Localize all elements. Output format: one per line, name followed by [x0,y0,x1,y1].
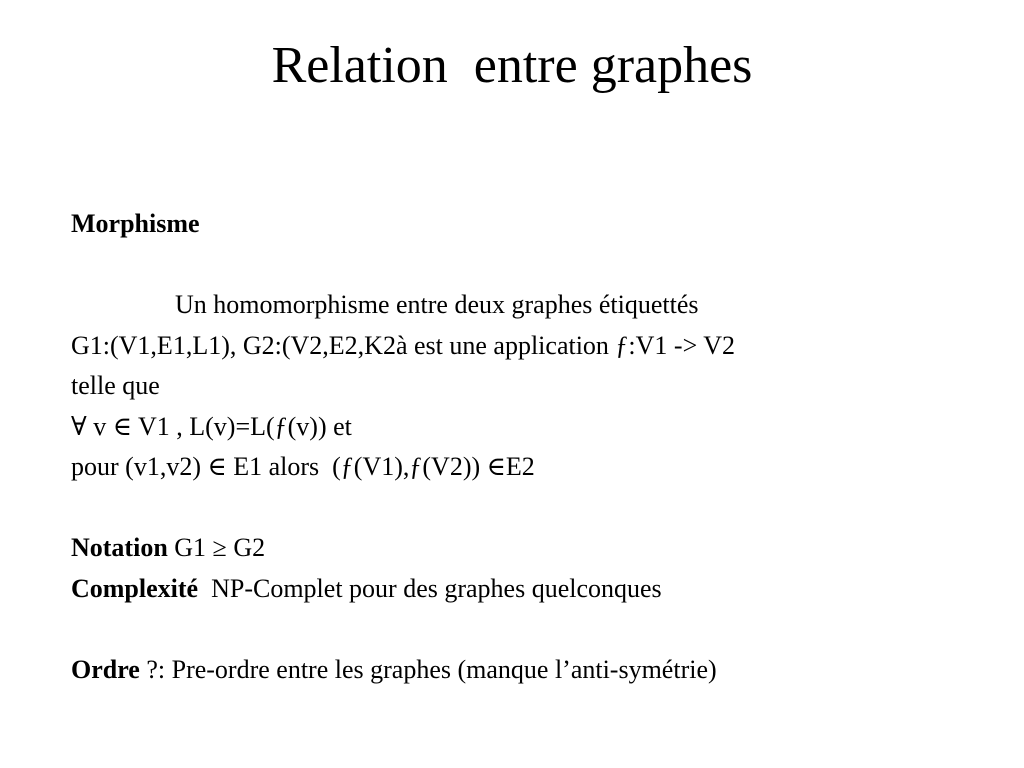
notation-line [71,528,971,569]
condition-line-1: ∀ v ∈ V1 , L(v)=L(ƒ(v)) et [71,411,352,441]
condition-line-2: pour (v1,v2) ∈ E1 alors (ƒ(V1),ƒ(V2)) ∈E2 [71,452,535,481]
spacer [71,488,971,529]
complexity-value: NP-Complet pour des graphes quelconques [198,573,662,603]
complexity-line [71,569,971,610]
spacer [71,609,971,650]
order-label: Ordre [71,654,140,684]
notation-label: Notation [71,533,168,562]
slide-title: Relation entre graphes [271,37,753,94]
spacer [71,245,971,286]
notation-value: G1 ≥ G2 [167,533,266,562]
order-value: ?: Pre-ordre entre les graphes (manque l’anti-symétrie) [139,654,717,684]
order-line [71,650,971,691]
slide-body [71,204,971,690]
definition-line-3: telle que [71,371,160,400]
section-heading: Morphisme [71,209,200,238]
definition-line-1: Un homomorphisme entre deux graphes étiquettés [175,290,699,319]
complexity-label: Complexité [71,573,199,603]
definition-line-2: G1:(V1,E1,L1), G2:(V2,E2,K2à est une application ƒ:V1 -> V2 [71,330,736,360]
